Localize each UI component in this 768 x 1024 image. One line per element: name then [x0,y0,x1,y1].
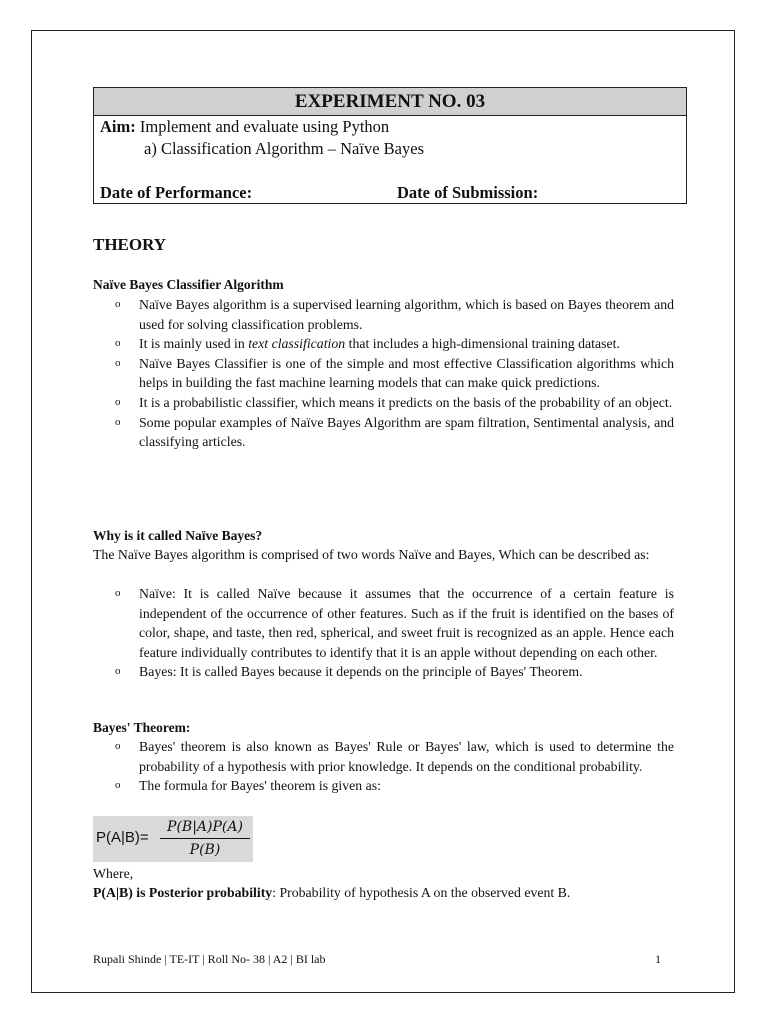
bullet-marker: o [115,740,121,752]
posterior-line [93,883,693,903]
section-heading-bayes-theorem: Bayes' Theorem: [93,720,191,735]
bullet-marker: o [115,356,121,369]
list-item: o The formula for Bayes' theorem is given as: [93,776,674,796]
posterior-label: P(A|B) is Posterior probability [93,885,273,900]
section1-bullets [93,295,674,452]
bullet-marker: o [115,665,121,678]
list-item: o Some popular examples of Naïve Bayes Algorithm are spam filtration, Sentimental analysis, and classifying articles. [115,414,674,450]
section-heading-naive-bayes-classifier: Naïve Bayes Classifier Algorithm [93,277,284,292]
theory-heading: THEORY [93,235,167,254]
date-row [100,182,680,204]
emphasis-text-classification: text classification [248,336,346,352]
formula-numerator: P(B|A)P(A) [160,817,250,839]
bullet-marker: o [115,779,121,792]
date-of-performance: Date of Performance: [100,183,253,202]
section2-bullets [93,584,674,682]
posterior-text: : Probability of hypothesis A on the observed event B. [272,885,571,900]
list-item: o Bayes: It is called Bayes because it depends on the principle of Bayes' Theorem. [93,662,674,682]
list-item: o Naïve Bayes Classifier is one of the simple and most effective Classification algorithms which helps in building the fast machine learning models that can make quick predictions. [115,355,674,391]
section-heading-why-naive-bayes: Why is it called Naïve Bayes? [93,528,263,543]
aim-subitem: a) Classification Algorithm – Naïve Bayes [144,139,424,158]
list-item: o Naïve: It is called Naïve because it assumes that the occurrence of a certain feature is independent of the occurrence of other features. Such as if the fruit is identified on the bases of color, shape, and taste, then red, spherical, and sweet fruit is recognized as an apple. Hence each feature individually contributes to identify that it is an apple without depending on each other. [115,586,674,660]
aim-text: Implement and evaluate using Python [135,117,390,136]
section2-intro: The Naïve Bayes algorithm is comprised of two words Naïve and Bayes, Which can be described as: [93,547,650,562]
footer-author-info: Rupali Shinde | TE-IT | Roll No- 38 | A2 | BI lab [93,952,326,966]
experiment-header [93,87,687,204]
bullet-marker: o [115,415,121,428]
bullet-marker: o [115,298,121,310]
formula-lhs: P(A|B)= [96,829,149,846]
bayes-formula [93,816,253,862]
section3-bullets [93,737,674,796]
formula-denominator: P(B) [189,842,221,858]
aim-line [100,116,389,138]
bullet-marker: o [115,337,121,350]
experiment-title: EXPERIMENT NO. 03 [94,88,686,116]
bullet-marker: o [115,587,121,599]
where-label: Where, [93,866,134,881]
list-item: o Naïve Bayes algorithm is a supervised learning algorithm, which is based on Bayes theorem and used for solving classification problems. [115,297,674,332]
bullet-marker: o [115,395,121,408]
list-item: o It is mainly used in text classification that includes a high-dimensional training dataset. [93,334,674,354]
list-item: o It is a probabilistic classifier, which means it predicts on the basis of the probability of an object. [93,393,674,413]
date-of-submission: Date of Submission: [397,183,539,202]
page-number: 1 [655,952,661,966]
formula-fraction [160,817,250,861]
aim-label: Aim: [100,117,136,136]
list-item: o Bayes' theorem is also known as Bayes' Rule or Bayes' law, which is used to determine the probability of a hypothesis with prior knowledge. It depends on the conditional probability. [115,739,674,774]
